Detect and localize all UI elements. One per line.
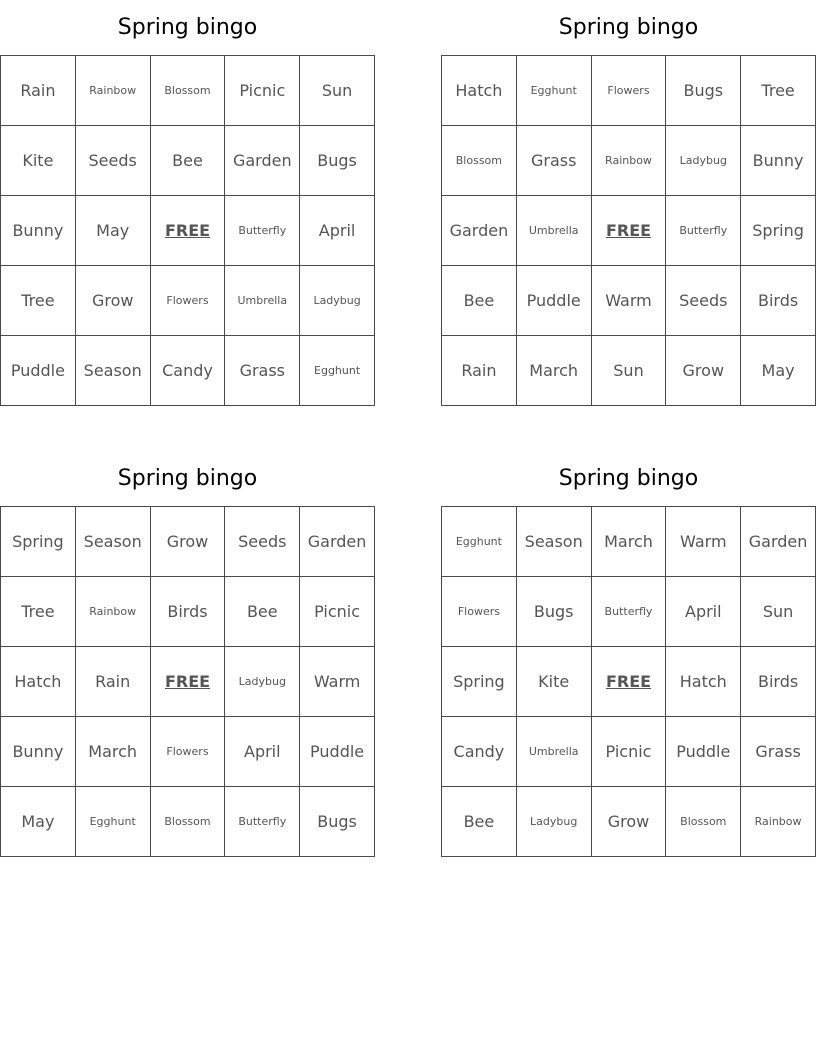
bingo-cell: Blossom (150, 56, 225, 126)
bingo-cell: Bugs (300, 126, 375, 196)
card-title: Spring bingo (117, 15, 258, 40)
bingo-cell: Bee (442, 266, 517, 336)
bingo-cell: Garden (741, 507, 816, 577)
bingo-cell: May (75, 196, 150, 266)
bingo-cell: Hatch (1, 647, 76, 717)
bingo-row (1, 56, 375, 126)
bingo-cell: Grass (741, 717, 816, 787)
bingo-cell: Garden (442, 196, 517, 266)
bingo-cell: Picnic (591, 717, 666, 787)
bingo-cell: Grow (666, 336, 741, 406)
bingo-cell: May (1, 787, 76, 857)
bingo-row (442, 336, 816, 406)
bingo-cell: Flowers (442, 577, 517, 647)
bingo-cell: Birds (150, 577, 225, 647)
bingo-row (1, 266, 375, 336)
bingo-cell: Sun (741, 577, 816, 647)
bingo-cell: Blossom (442, 126, 517, 196)
bingo-card (441, 451, 816, 857)
bingo-cell: Tree (1, 577, 76, 647)
bingo-cell: Picnic (300, 577, 375, 647)
bingo-cell: March (75, 717, 150, 787)
bingo-cell: Spring (442, 647, 517, 717)
bingo-cell: Sun (591, 336, 666, 406)
bingo-cell: Umbrella (225, 266, 300, 336)
bingo-cell: Warm (666, 507, 741, 577)
bingo-grid (441, 55, 816, 406)
free-space-cell: FREE (591, 647, 666, 717)
bingo-cell: Bunny (1, 196, 76, 266)
bingo-cell: Grow (150, 507, 225, 577)
bingo-cell: Spring (741, 196, 816, 266)
bingo-cell: Bugs (300, 787, 375, 857)
bingo-cell: Birds (741, 647, 816, 717)
bingo-row (442, 196, 816, 266)
bingo-cell: Flowers (150, 717, 225, 787)
bingo-cell: Egghunt (516, 56, 591, 126)
bingo-cell: Egghunt (300, 336, 375, 406)
bingo-cell: Puddle (1, 336, 76, 406)
bingo-cell: Garden (300, 507, 375, 577)
bingo-cell: Rainbow (741, 787, 816, 857)
bingo-cell: Seeds (225, 507, 300, 577)
bingo-cell: Ladybug (666, 126, 741, 196)
bingo-row (1, 126, 375, 196)
bingo-cell: Butterfly (225, 787, 300, 857)
bingo-row (1, 717, 375, 787)
bingo-cell: Tree (1, 266, 76, 336)
bingo-card (0, 451, 375, 857)
bingo-cell: Ladybug (516, 787, 591, 857)
bingo-cell: Garden (225, 126, 300, 196)
bingo-card (0, 0, 375, 406)
bingo-cell: Season (75, 336, 150, 406)
bingo-row (442, 787, 816, 857)
bingo-cell: Umbrella (516, 196, 591, 266)
bingo-cell: Bee (442, 787, 517, 857)
bingo-cell: Warm (591, 266, 666, 336)
bingo-row (442, 126, 816, 196)
bingo-cell: Egghunt (442, 507, 517, 577)
bingo-cell: Bee (225, 577, 300, 647)
card-title: Spring bingo (558, 466, 699, 491)
bingo-row (442, 507, 816, 577)
bingo-cell: April (300, 196, 375, 266)
bingo-cell: Hatch (442, 56, 517, 126)
bingo-cell: March (591, 507, 666, 577)
bingo-row (442, 577, 816, 647)
bingo-cell: Flowers (150, 266, 225, 336)
bingo-grid (441, 506, 816, 857)
bingo-cell: Blossom (150, 787, 225, 857)
free-space-cell: FREE (591, 196, 666, 266)
bingo-cell: Ladybug (225, 647, 300, 717)
bingo-cell: Seeds (666, 266, 741, 336)
bingo-row (442, 717, 816, 787)
bingo-cell: Flowers (591, 56, 666, 126)
bingo-cell: Season (75, 507, 150, 577)
bingo-cell: Rainbow (591, 126, 666, 196)
bingo-cell: Butterfly (666, 196, 741, 266)
bingo-cell: Blossom (666, 787, 741, 857)
bingo-cell: Hatch (666, 647, 741, 717)
bingo-cell: Puddle (516, 266, 591, 336)
bingo-cell: Puddle (300, 717, 375, 787)
bingo-row (1, 647, 375, 717)
bingo-cell: April (225, 717, 300, 787)
bingo-cell: Grass (225, 336, 300, 406)
bingo-cell: Seeds (75, 126, 150, 196)
card-title: Spring bingo (558, 15, 699, 40)
bingo-cell: Rainbow (75, 577, 150, 647)
bingo-row (442, 266, 816, 336)
bingo-cell: Grow (75, 266, 150, 336)
bingo-cell: Rain (75, 647, 150, 717)
bingo-cell: Warm (300, 647, 375, 717)
bingo-cell: Season (516, 507, 591, 577)
bingo-row (442, 56, 816, 126)
bingo-cell: Bunny (741, 126, 816, 196)
bingo-cell: Kite (516, 647, 591, 717)
free-space-cell: FREE (150, 196, 225, 266)
bingo-cell: May (741, 336, 816, 406)
bingo-cell: Tree (741, 56, 816, 126)
free-space-cell: FREE (150, 647, 225, 717)
bingo-cell: Rainbow (75, 56, 150, 126)
bingo-cell: Puddle (666, 717, 741, 787)
bingo-row (1, 336, 375, 406)
bingo-grid (0, 55, 375, 406)
bingo-cell: Sun (300, 56, 375, 126)
bingo-cell: Birds (741, 266, 816, 336)
bingo-cell: Butterfly (591, 577, 666, 647)
bingo-card (441, 0, 816, 406)
bingo-cell: Kite (1, 126, 76, 196)
bingo-cell: Rain (442, 336, 517, 406)
bingo-cell: April (666, 577, 741, 647)
bingo-cell: Bugs (666, 56, 741, 126)
bingo-cell: Bugs (516, 577, 591, 647)
bingo-cell: March (516, 336, 591, 406)
bingo-row (442, 647, 816, 717)
bingo-cell: Grow (591, 787, 666, 857)
bingo-row (1, 787, 375, 857)
bingo-grid (0, 506, 375, 857)
bingo-cell: Egghunt (75, 787, 150, 857)
bingo-row (1, 196, 375, 266)
bingo-cell: Umbrella (516, 717, 591, 787)
bingo-cell: Bunny (1, 717, 76, 787)
bingo-cell: Candy (150, 336, 225, 406)
bingo-row (1, 577, 375, 647)
bingo-cell: Spring (1, 507, 76, 577)
bingo-cell: Ladybug (300, 266, 375, 336)
bingo-cell: Butterfly (225, 196, 300, 266)
bingo-cell: Bee (150, 126, 225, 196)
bingo-cell: Picnic (225, 56, 300, 126)
bingo-cell: Rain (1, 56, 76, 126)
bingo-row (1, 507, 375, 577)
card-title: Spring bingo (117, 466, 258, 491)
bingo-cell: Grass (516, 126, 591, 196)
bingo-cell: Candy (442, 717, 517, 787)
